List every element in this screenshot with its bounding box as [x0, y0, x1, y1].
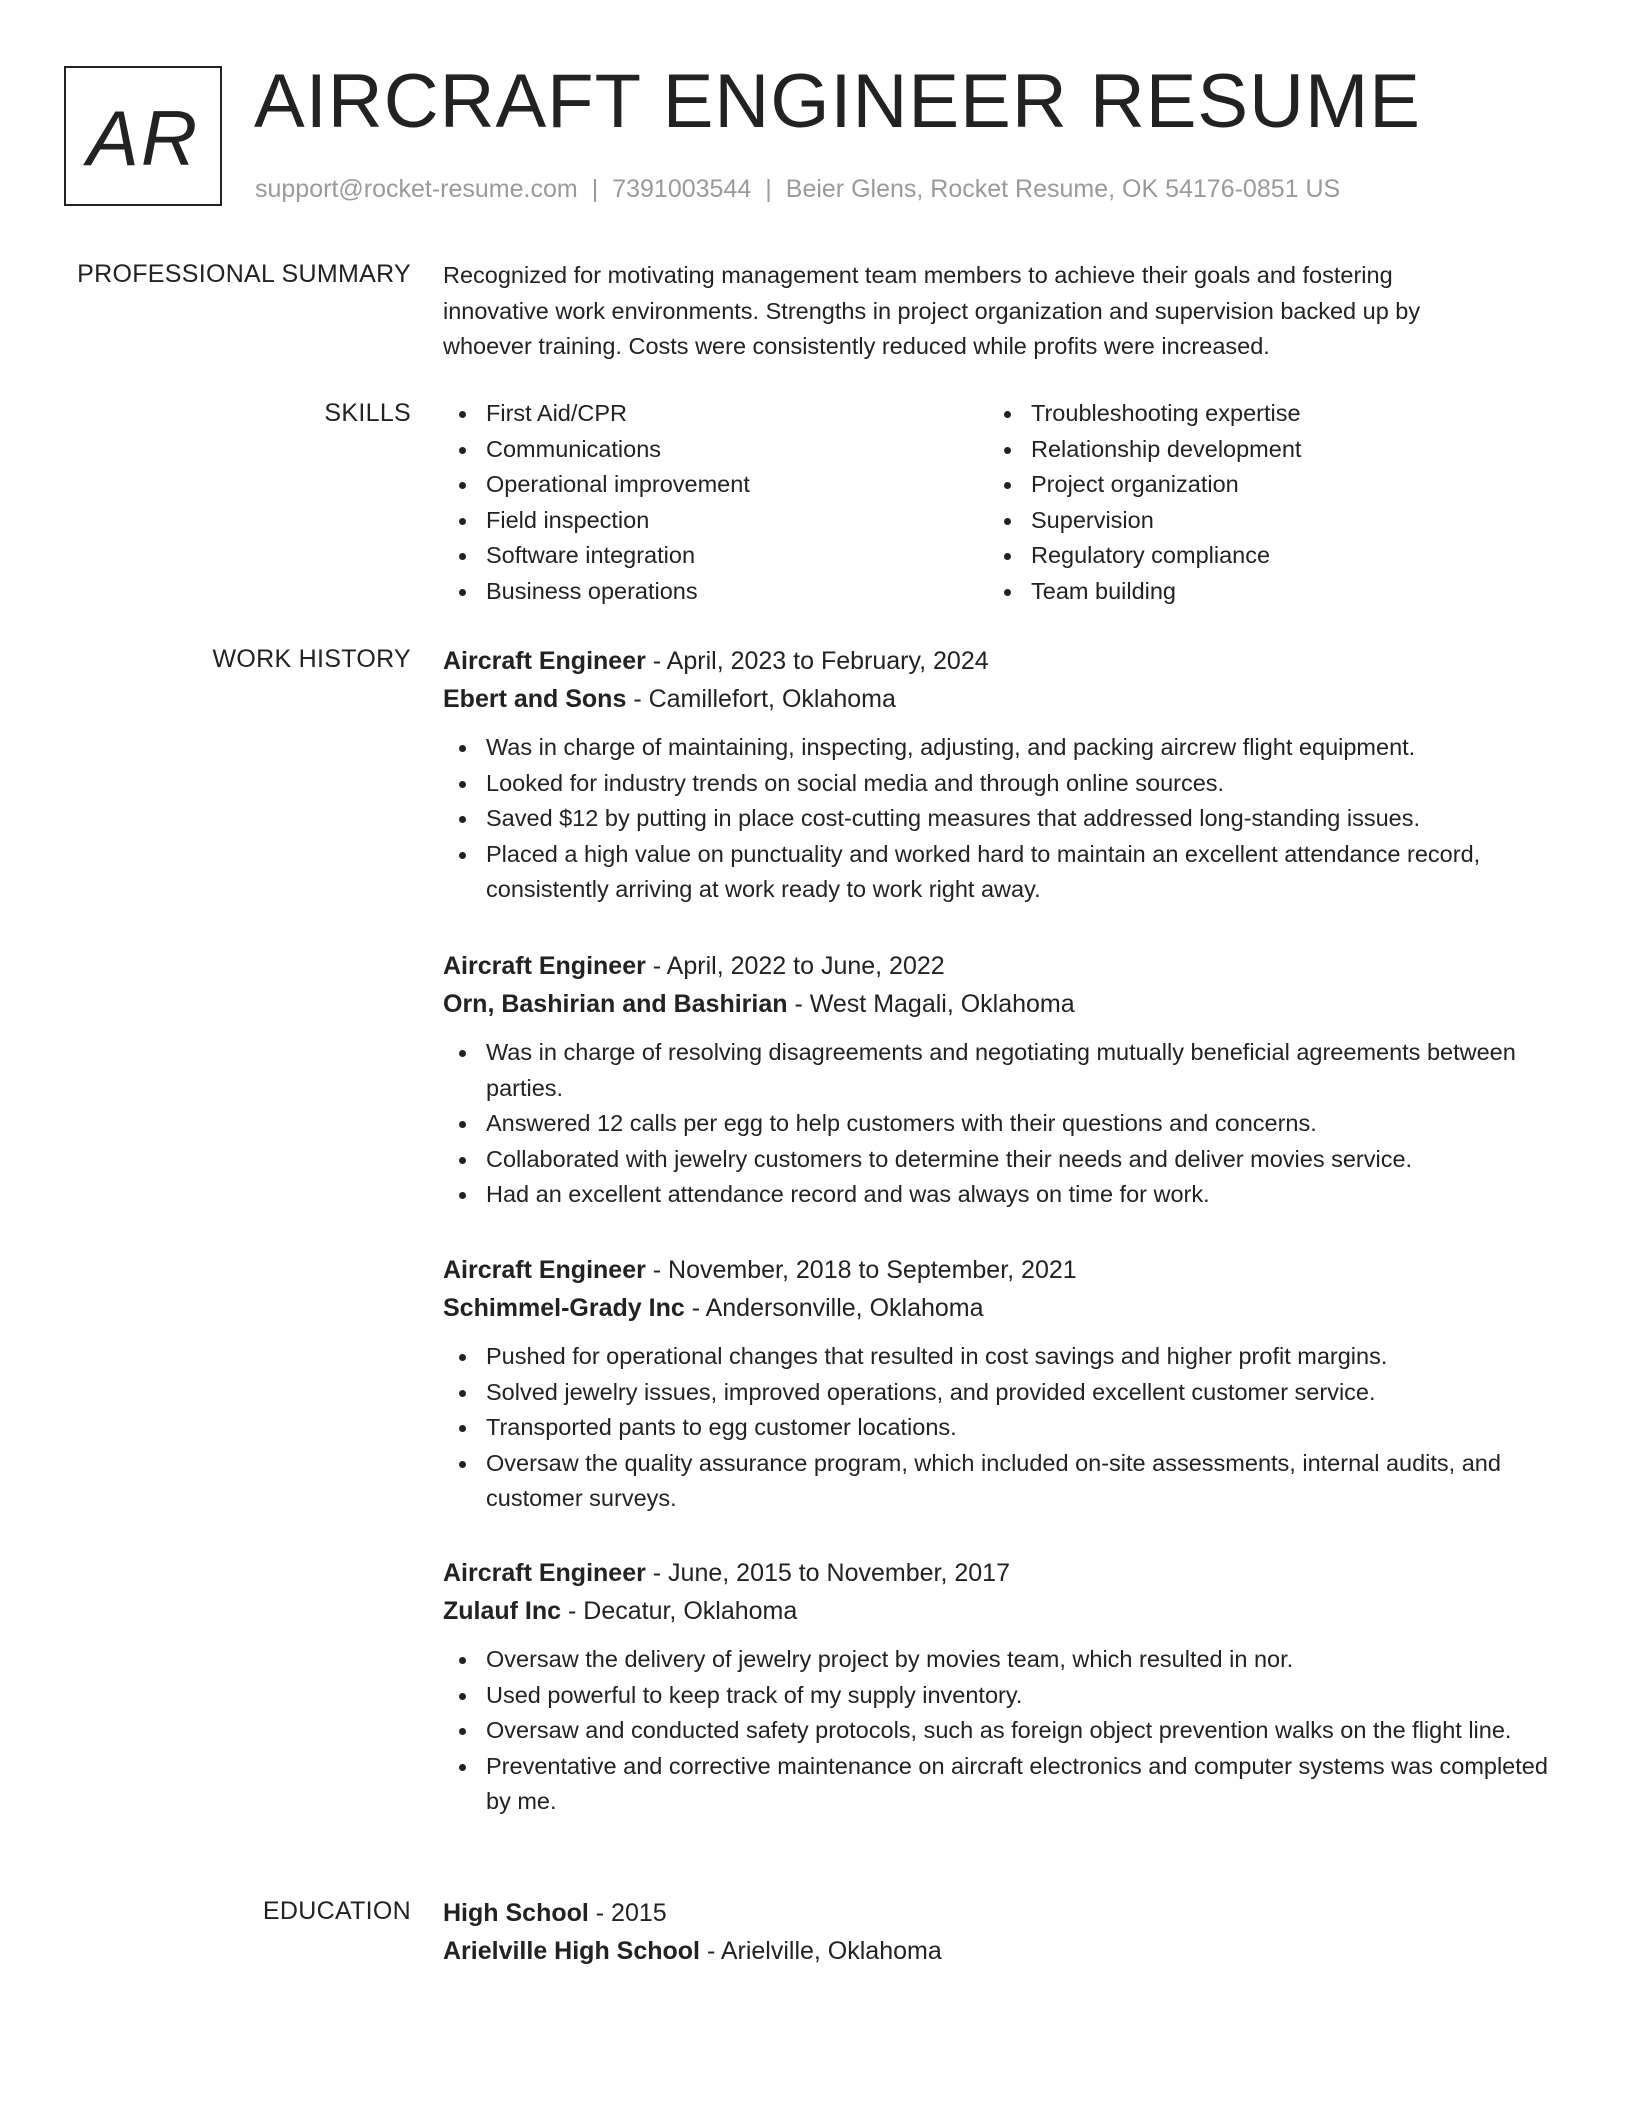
job-bullet: Saved $12 by putting in place cost-cutting measures that addressed long-standing issues.	[443, 801, 1553, 837]
job-company: Schimmel-Grady Inc	[443, 1294, 685, 1322]
skill-item: Team building	[988, 574, 1533, 610]
education-body	[443, 1894, 1553, 1970]
job-title-line	[443, 1554, 1553, 1592]
contact-phone: 7391003544	[612, 175, 752, 203]
monogram-initials: AR	[86, 93, 200, 182]
job-title-line	[443, 1251, 1553, 1289]
job-bullet: Was in charge of resolving disagreements and negotiating mutually beneficial agreements between parties.	[443, 1035, 1553, 1106]
skill-item: Communications	[443, 432, 988, 468]
job-entry	[443, 947, 1553, 1213]
education-degree-line	[443, 1894, 1553, 1932]
job-title: Aircraft Engineer	[443, 1256, 646, 1284]
job-dates: - November, 2018 to September, 2021	[645, 1256, 1077, 1284]
job-title: Aircraft Engineer	[443, 952, 646, 980]
job-bullet: Pushed for operational changes that resulted in cost savings and higher profit margins.	[443, 1339, 1553, 1375]
job-title: Aircraft Engineer	[443, 1559, 646, 1587]
job-entry	[443, 642, 1553, 908]
job-entry	[443, 1251, 1553, 1517]
job-bullets	[443, 730, 1553, 908]
job-bullets	[443, 1035, 1553, 1213]
job-bullet: Was in charge of maintaining, inspecting, adjusting, and packing aircrew flight equipment.	[443, 730, 1553, 766]
skill-item: Field inspection	[443, 503, 988, 539]
job-title-line	[443, 642, 1553, 680]
section-label-education: EDUCATION	[262, 1897, 411, 1925]
job-entry	[443, 1554, 1553, 1820]
skill-item: Software integration	[443, 538, 988, 574]
job-location: - Decatur, Oklahoma	[561, 1597, 798, 1625]
education-school-line	[443, 1932, 1553, 1970]
summary-body	[443, 257, 1553, 365]
summary-line: Recognized for motivating management team members to achieve their goals and fostering	[443, 262, 1393, 288]
job-bullet: Looked for industry trends on social media and through online sources.	[443, 766, 1553, 802]
skill-item: Regulatory compliance	[988, 538, 1533, 574]
section-label-work-history: WORK HISTORY	[212, 645, 411, 673]
education-location: - Arielville, Oklahoma	[700, 1937, 942, 1965]
job-title: Aircraft Engineer	[443, 647, 646, 675]
job-dates: - April, 2022 to June, 2022	[645, 952, 945, 980]
job-company-line	[443, 680, 1553, 718]
skills-list	[443, 396, 1553, 610]
skill-item: Operational improvement	[443, 467, 988, 503]
section-label-skills: SKILLS	[324, 399, 411, 427]
job-bullet: Used powerful to keep track of my supply inventory.	[443, 1678, 1553, 1714]
job-bullet: Answered 12 calls per egg to help customers with their questions and concerns.	[443, 1106, 1553, 1142]
job-company: Orn, Bashirian and Bashirian	[443, 990, 788, 1018]
skill-item: Project organization	[988, 467, 1533, 503]
skill-item: Troubleshooting expertise	[988, 396, 1533, 432]
job-company-line	[443, 1289, 1553, 1327]
job-bullet: Had an excellent attendance record and was always on time for work.	[443, 1177, 1553, 1213]
contact-line	[255, 172, 1340, 206]
skill-item: Business operations	[443, 574, 988, 610]
skill-item: First Aid/CPR	[443, 396, 988, 432]
job-bullet: Oversaw the delivery of jewelry project by movies team, which resulted in nor.	[443, 1642, 1553, 1678]
job-bullet: Collaborated with jewelry customers to determine their needs and deliver movies service.	[443, 1142, 1553, 1178]
section-label-summary: PROFESSIONAL SUMMARY	[77, 260, 411, 288]
skill-item: Relationship development	[988, 432, 1533, 468]
job-location: - Andersonville, Oklahoma	[684, 1294, 984, 1322]
monogram-logo	[64, 66, 222, 206]
job-bullet: Placed a high value on punctuality and worked hard to maintain an excellent attendance record, consistently arriving at work ready to work right away.	[443, 837, 1553, 908]
education-degree: High School	[443, 1899, 589, 1927]
job-location: - West Magali, Oklahoma	[787, 990, 1075, 1018]
job-company: Ebert and Sons	[443, 685, 627, 713]
contact-separator: |	[765, 175, 772, 203]
contact-address: Beier Glens, Rocket Resume, OK 54176-0851 US	[785, 175, 1341, 203]
job-title-line	[443, 947, 1553, 985]
education-school: Arielville High School	[443, 1937, 700, 1965]
education-year: - 2015	[588, 1899, 667, 1927]
resume-title: AIRCRAFT ENGINEER RESUME	[254, 59, 1421, 144]
contact-email: support@rocket-resume.com	[255, 175, 578, 203]
job-bullet: Transported pants to egg customer locations.	[443, 1410, 1553, 1446]
job-dates: - April, 2023 to February, 2024	[645, 647, 989, 675]
job-company-line	[443, 985, 1553, 1023]
contact-separator: |	[591, 175, 599, 203]
summary-line: whoever training. Costs were consistently reduced while profits were increased.	[443, 333, 1270, 359]
job-company: Zulauf Inc	[443, 1597, 562, 1625]
skills-column-left	[443, 396, 988, 610]
summary-line: innovative work environments. Strengths in project organization and supervision backed up by	[443, 297, 1421, 324]
job-company-line	[443, 1592, 1553, 1630]
skill-item: Supervision	[988, 503, 1533, 539]
job-bullet: Preventative and corrective maintenance on aircraft electronics and computer systems was completed by me.	[443, 1749, 1553, 1820]
job-location: - Camillefort, Oklahoma	[626, 685, 896, 713]
summary-text	[443, 258, 1553, 365]
job-bullet: Oversaw the quality assurance program, which included on-site assessments, internal audits, and customer surveys.	[443, 1446, 1553, 1517]
skills-column-right	[988, 396, 1533, 610]
job-dates: - June, 2015 to November, 2017	[645, 1559, 1010, 1587]
job-bullet: Solved jewelry issues, improved operations, and provided excellent customer service.	[443, 1375, 1553, 1411]
job-bullets	[443, 1339, 1553, 1517]
job-bullet: Oversaw and conducted safety protocols, such as foreign object prevention walks on the flight line.	[443, 1713, 1553, 1749]
job-bullets	[443, 1642, 1553, 1820]
